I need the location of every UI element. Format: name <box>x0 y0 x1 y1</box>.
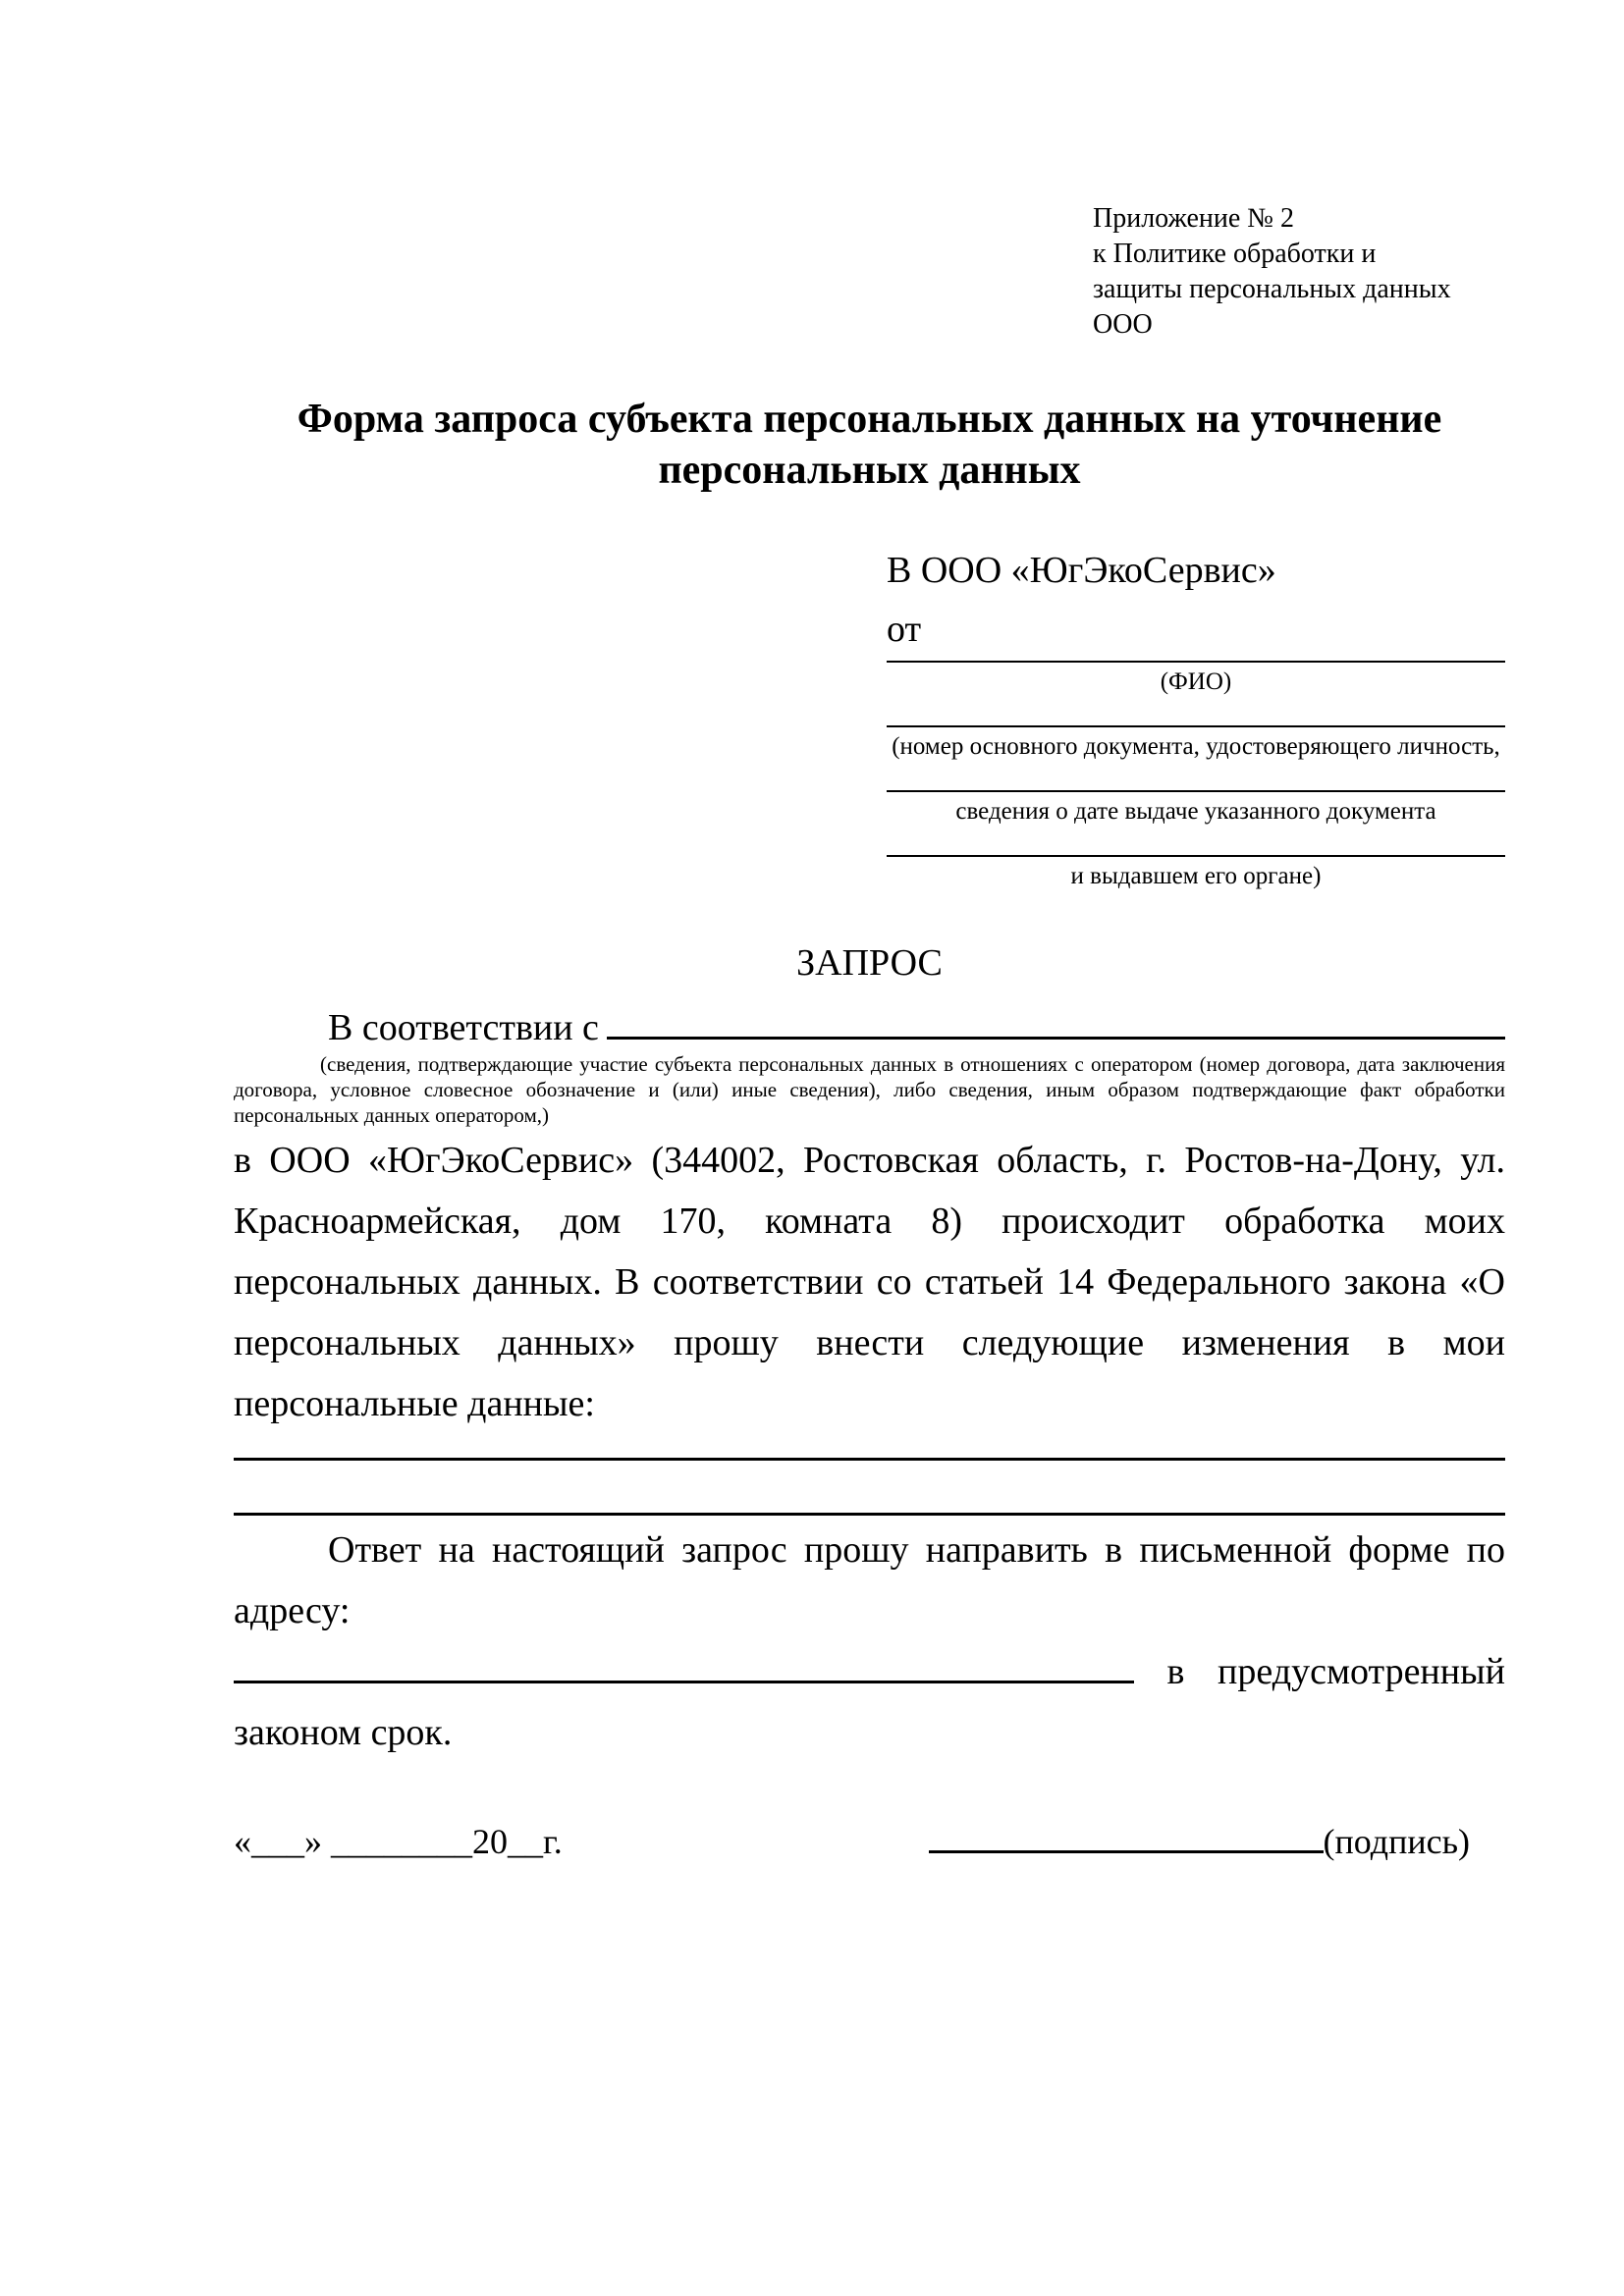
address-input-line[interactable] <box>234 1681 1134 1683</box>
document-issue-date-caption: сведения о дате выдаче указанного документа <box>955 798 1436 825</box>
appendix-note-line-4: ООО <box>1093 309 1153 340</box>
document-issuer-input-line[interactable] <box>887 855 1505 857</box>
signature-caption: (подпись) <box>1323 1822 1470 1861</box>
accordance-input-line[interactable] <box>607 1037 1505 1040</box>
document-issuer-caption: и выдавшем его органе) <box>1070 863 1322 889</box>
fio-caption: (ФИО) <box>1160 668 1232 695</box>
document-number-caption: (номер основного документа, удостоверяющего личность, <box>892 733 1500 760</box>
signature-input-line[interactable] <box>929 1850 1324 1853</box>
changes-input-line-2[interactable] <box>234 1513 1505 1516</box>
appendix-note <box>1093 201 1505 343</box>
signature-group <box>929 1820 1470 1863</box>
appendix-note-line-3: защиты персональных данных <box>1093 274 1451 304</box>
body-paragraph: в ООО «ЮгЭкоСервис» (344002, Ростовская область, г. Ростов-на-Дону, ул. Красноармейская, дом 170, комната 8) происходит обработка моих персональных данных. В соответствии со статьей 14 Федерального закона «О персональных данных» прошу внести следующие изменения в мои персональные данные: <box>234 1140 1505 1424</box>
date-blank[interactable]: «___» ________20__г. <box>234 1822 563 1861</box>
addressee-fields <box>887 661 1505 890</box>
addressee-from-label: от <box>887 609 922 650</box>
fio-input-line[interactable] <box>887 661 1505 663</box>
document-issue-date-field <box>887 790 1505 826</box>
changes-input-line-1[interactable] <box>234 1458 1505 1461</box>
accordance-row <box>234 1004 1505 1051</box>
fio-field <box>887 661 1505 696</box>
request-heading: ЗАПРОС <box>796 942 943 984</box>
document-issuer-field <box>887 855 1505 890</box>
answer-word-predusmotrenny: предусмотренный <box>1218 1651 1505 1692</box>
document-title: Форма запроса субъекта персональных данных на уточнение персональных данных <box>297 397 1442 493</box>
addressee-organization: В ООО «ЮгЭкоСервис» <box>887 550 1276 591</box>
answer-address-row <box>234 1641 1505 1702</box>
document-issue-date-input-line[interactable] <box>887 790 1505 792</box>
answer-closing-text: законом срок. <box>234 1712 453 1753</box>
accordance-lead-text: В соответствии с <box>328 1007 599 1048</box>
answer-request-text: Ответ на настоящий запрос прошу направить в письменной форме по адресу: <box>234 1529 1505 1631</box>
addressee-block <box>887 541 1505 890</box>
document-number-field <box>887 725 1505 761</box>
document-number-input-line[interactable] <box>887 725 1505 727</box>
answer-word-v: в <box>1166 1651 1185 1692</box>
date-signature-row <box>234 1820 1505 1863</box>
appendix-note-line-1: Приложение № 2 <box>1093 203 1294 234</box>
appendix-note-line-2: к Политике обработки и <box>1093 239 1377 269</box>
accordance-footnote: (сведения, подтверждающие участие субъекта персональных данных в отношениях с оператором (номер договора, дата заключения договора, условное словесное обозначение и (или) иные сведения), либо сведения, иным образом подтверждающие факт обработки персональных данных оператором,) <box>234 1052 1505 1127</box>
